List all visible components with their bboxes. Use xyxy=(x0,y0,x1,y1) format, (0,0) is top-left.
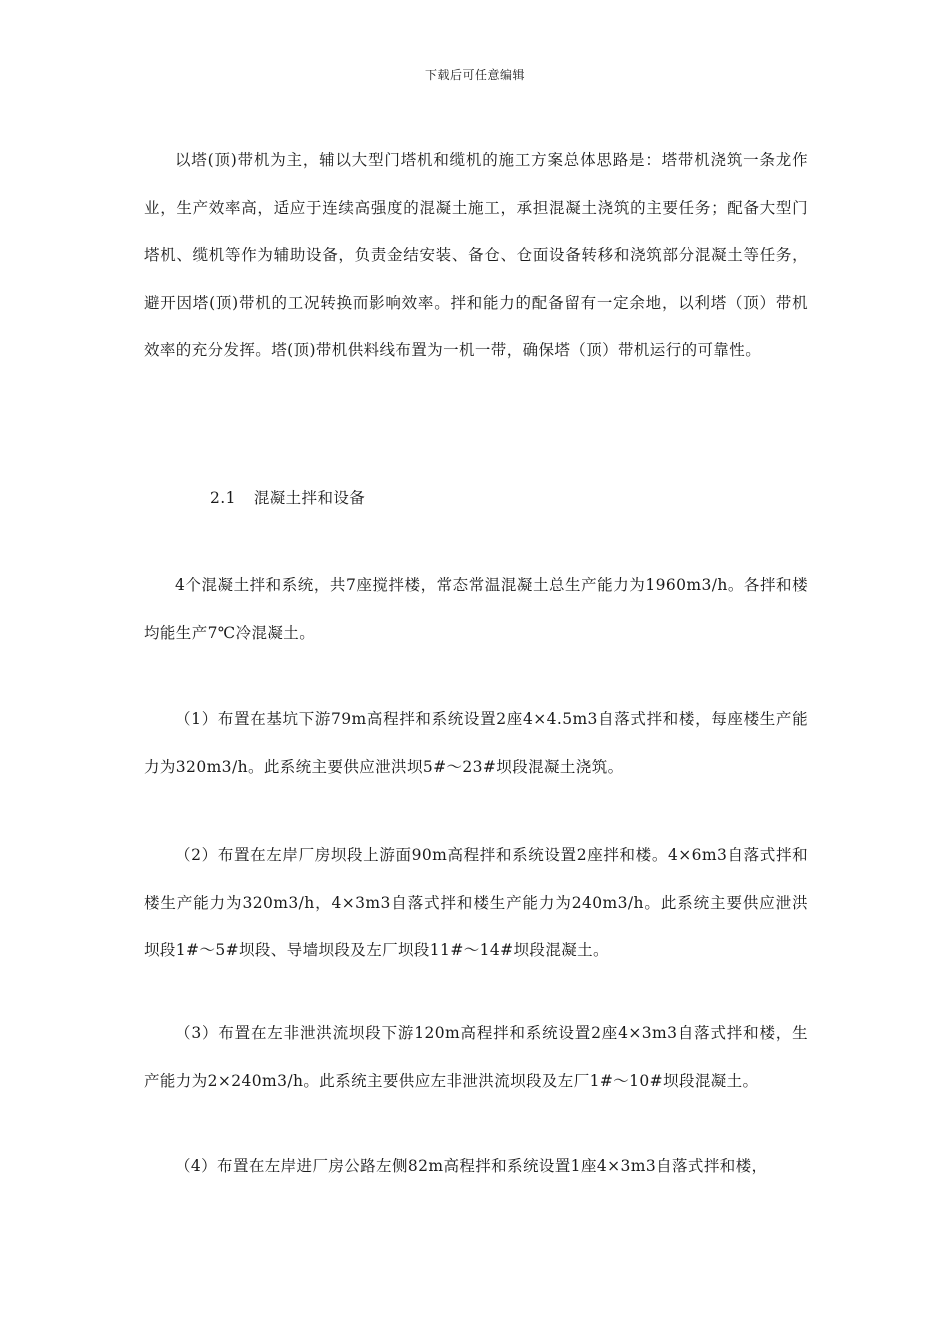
body-paragraph-item-4: （4）布置在左岸进厂房公路左侧82m高程拌和系统设置1座4×3m3自落式拌和楼， xyxy=(175,1157,768,1175)
section-number: 2.1 xyxy=(210,489,236,507)
body-paragraph-item-3: （3）布置在左非泄洪流坝段下游120m高程拌和系统设置2座4×3m3自落式拌和楼，生产能力为2×240m3/h。此系统主要供应左非泄洪流坝段及左厂1#～10#坝段混凝土。 xyxy=(144,1024,808,1090)
intro-paragraph: 以塔(顶)带机为主，辅以大型门塔机和缆机的施工方案总体思路是：塔带机浇筑一条龙作业，生产效率高，适应于连续高强度的混凝土施工，承担混凝土浇筑的主要任务；配备大型门塔机、缆机等作为辅助设备，负责金结安装、备仓、仓面设备转移和浇筑部分混凝土等任务，避开因塔(顶)带机的工况转换而影响效率。拌和能力的配备留有一定余地，以利塔（顶）带机效率的充分发挥。塔(顶)带机供料线布置为一机一带，确保塔（顶）带机运行的可靠性。 xyxy=(144,151,808,359)
page-header: 下载后可任意编辑 xyxy=(424,68,525,82)
body-paragraph-summary: 4个混凝土拌和系统，共7座搅拌楼，常态常温混凝土总生产能力为1960m3/h。各拌和楼均能生产7℃冷混凝土。 xyxy=(144,576,808,642)
section-title: 混凝土拌和设备 xyxy=(253,489,366,507)
body-paragraph-item-2: （2）布置在左岸厂房坝段上游面90m高程拌和系统设置2座拌和楼。4×6m3自落式拌和楼生产能力为320m3/h，4×3m3自落式拌和楼生产能力为240m3/h。此系统主要供应泄洪坝段1#～5#坝段、导墙坝段及左厂坝段11#～14#坝段混凝土。 xyxy=(144,846,808,959)
section-heading xyxy=(210,486,365,508)
body-paragraph-item-1: （1）布置在基坑下游79m高程拌和系统设置2座4×4.5m3自落式拌和楼，每座楼生产能力为320m3/h。此系统主要供应泄洪坝5#～23#坝段混凝土浇筑。 xyxy=(144,710,808,776)
